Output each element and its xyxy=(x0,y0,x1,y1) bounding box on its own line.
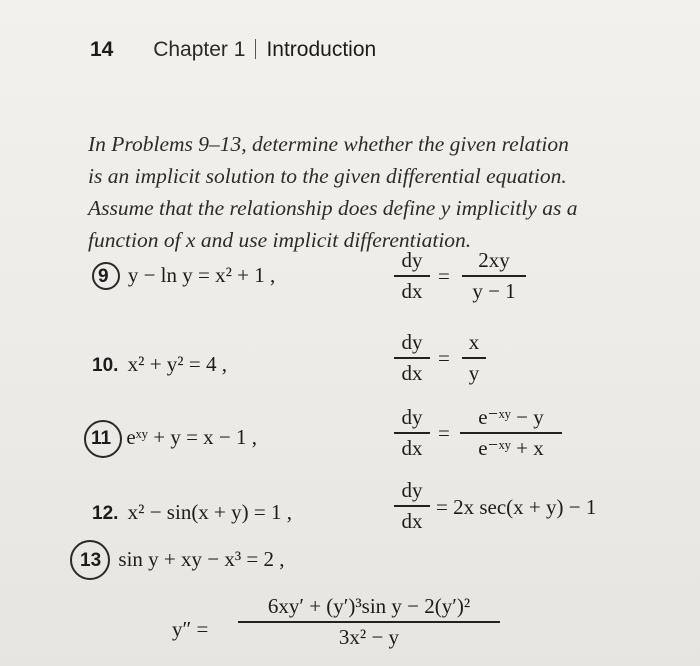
instruction-line: function of x and use implicit differentiation. xyxy=(88,228,472,252)
fraction-denominator: dx xyxy=(401,278,423,303)
equals-sign: = xyxy=(438,421,450,445)
fraction-bar xyxy=(394,275,430,277)
derivative-rhs xyxy=(462,330,486,386)
fraction-bar xyxy=(394,357,430,359)
derivative-lhs xyxy=(394,330,430,386)
fraction-denominator: dx xyxy=(401,435,423,460)
fraction-denominator: dx xyxy=(401,508,423,533)
fraction-bar xyxy=(462,275,526,277)
problem-relation: x² + y² = 4 , xyxy=(127,352,227,376)
fraction-bar xyxy=(394,505,430,507)
fraction-denominator: y − 1 xyxy=(472,278,516,303)
problem-number: 11 xyxy=(91,428,112,449)
fraction-numerator: e⁻ˣʸ − y xyxy=(478,405,544,429)
page-number: 14 xyxy=(90,38,114,61)
instruction-line: In Problems 9–13, determine whether the given relation xyxy=(88,132,569,156)
problem-13 xyxy=(80,547,284,572)
problem-relation: sin y + xy − x³ = 2 , xyxy=(118,547,285,571)
fraction-numerator: 2xy xyxy=(478,248,510,272)
page-header xyxy=(90,38,376,62)
fraction-bar xyxy=(394,432,430,434)
fraction-denominator: e⁻ˣʸ + x xyxy=(478,435,544,460)
problem-number: 9 xyxy=(98,266,109,287)
derivative-lhs xyxy=(394,478,430,534)
chapter-title: Introduction xyxy=(266,38,377,61)
derivative-rhs: = 2x sec(x + y) − 1 xyxy=(436,495,597,519)
problem-instructions xyxy=(88,128,658,256)
problem-number: 12. xyxy=(92,503,119,524)
problem-10 xyxy=(92,352,227,377)
equals-sign: = xyxy=(438,346,450,370)
problem-9 xyxy=(98,263,275,288)
second-derivative-lhs: y″ = xyxy=(172,617,209,641)
second-derivative-rhs xyxy=(238,594,500,650)
fraction-numerator: dy xyxy=(401,405,423,429)
fraction-numerator: x xyxy=(468,330,480,354)
fraction-numerator: dy xyxy=(401,330,423,354)
problem-12 xyxy=(92,500,292,525)
instruction-line: Assume that the relationship does define y implicitly as a xyxy=(88,196,578,220)
derivative-lhs xyxy=(394,248,430,304)
fraction-numerator: dy xyxy=(401,478,423,502)
header-divider xyxy=(255,39,256,59)
problem-relation: eˣʸ + y = x − 1 , xyxy=(126,425,257,449)
fraction-bar xyxy=(238,621,500,623)
problem-relation: x² − sin(x + y) = 1 , xyxy=(127,500,292,524)
derivative-rhs xyxy=(462,248,526,304)
fraction-denominator: y xyxy=(468,360,480,385)
equals-sign: = xyxy=(438,264,450,288)
fraction-bar xyxy=(460,432,562,434)
instruction-line: is an implicit solution to the given differential equation. xyxy=(88,164,567,188)
derivative-lhs xyxy=(394,405,430,461)
problem-11 xyxy=(91,425,257,450)
problem-number: 13 xyxy=(80,550,102,571)
fraction-denominator: dx xyxy=(401,360,423,385)
fraction-denominator: 3x² − y xyxy=(338,624,400,649)
chapter-label: Chapter 1 xyxy=(153,38,246,61)
fraction-numerator: dy xyxy=(401,248,423,272)
derivative-rhs xyxy=(460,405,562,461)
fraction-numerator: 6xy′ + (y′)³sin y − 2(y′)² xyxy=(267,594,471,618)
problem-number: 10. xyxy=(92,355,119,376)
problem-relation: y − ln y = x² + 1 , xyxy=(127,263,276,287)
fraction-bar xyxy=(462,357,486,359)
